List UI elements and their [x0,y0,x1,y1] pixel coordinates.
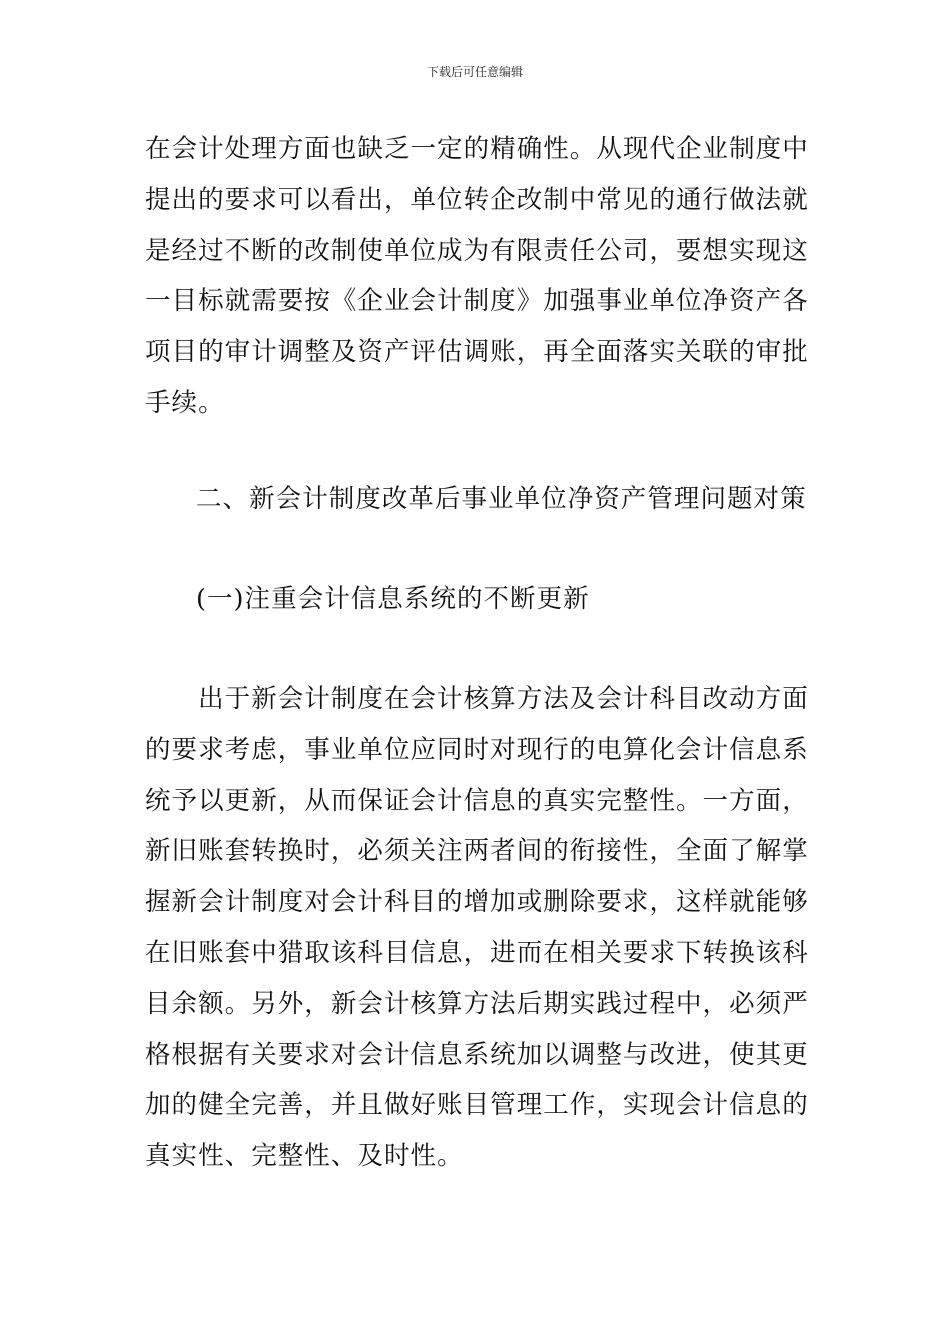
body-paragraph-1 [145,124,809,429]
text-line: 一目标就需要按《企业会计制度》加强事业单位净资产各 [145,286,809,317]
text-line: 加的健全完善，并且做好账目管理工作，实现会计信息的 [145,1090,809,1121]
text-line: 目余额。另外，新会计核算方法后期实践过程中，必须严 [145,988,809,1019]
text-line: 在会计处理方面也缺乏一定的精确性。从现代企业制度中 [145,134,809,164]
text-line: 在旧账套中猎取该科目信息，进而在相关要求下转换该科 [145,937,809,968]
subsection-heading [196,574,816,625]
text-line: 提出的要求可以看出，单位转企改制中常见的通行做法就 [145,184,809,215]
body-paragraph-2 [145,674,809,1182]
text-line: 的要求考虑，事业单位应同时对现行的电算化会计信息系 [145,734,809,765]
section-heading [196,474,816,525]
text-line: 新旧账套转换时，必须关注两者间的衔接性，全面了解掌 [145,836,809,867]
text-line: 格根据有关要求对会计信息系统加以调整与改进，使其更 [145,1039,809,1070]
text-line: 出于新会计制度在会计核算方法及会计科目改动方面 [145,684,809,714]
text-line: 项目的审计调整及资产评估调账，再全面落实关联的审批 [145,337,809,368]
text-line: 真实性、完整性、及时性。 [145,1141,464,1172]
section-heading-text: 二、新会计制度改革后事业单位净资产管理问题对策 [196,484,807,514]
text-line: 统予以更新，从而保证会计信息的真实完整性。一方面， [145,785,809,816]
text-line: 手续。 [145,387,225,418]
text-line: 握新会计制度对会计科目的增加或删除要求，这样就能够 [145,887,809,918]
subsection-heading-text: (一)注重会计信息系统的不断更新 [196,584,590,614]
text-line: 是经过不断的改制使单位成为有限责任公司，要想实现这 [145,235,809,266]
page-header-note: 下载后可任意编辑 [426,65,523,79]
